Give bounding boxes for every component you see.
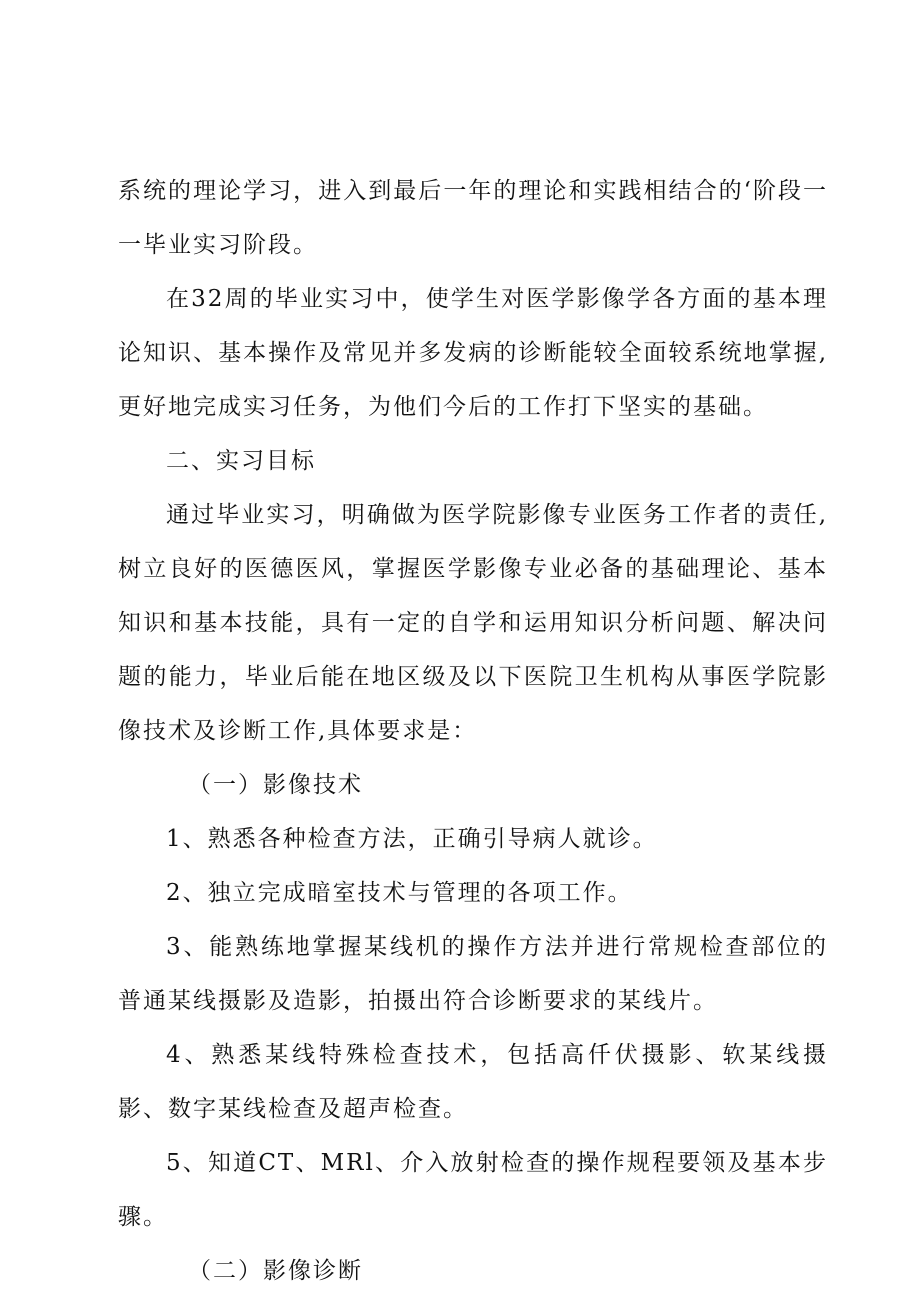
list-item-3: 3、能熟练地掌握某线机的操作方法并进行常规检查部位的普通某线摄影及造影，拍摄出符合诊断要求的某线片。 <box>118 934 828 1014</box>
list-item-1: 1、熟悉各种检查方法，正确引导病人就诊。 <box>166 826 658 852</box>
paragraph-internship-overview: 在32周的毕业实习中，使学生对医学影像学各方面的基本理论知识、基本操作及常见并多发病的诊断能较全面较系统地掌握,更好地完成实习任务，为他们今后的工作打下坚实的基础。 <box>118 286 828 420</box>
list-item-4: 4、熟悉某线特殊检查技术，包括高仟伏摄影、软某线摄影、数字某线检查及超声检查。 <box>118 1042 828 1122</box>
subheading-imaging-technology: （一）影像技术 <box>188 772 363 798</box>
paragraph-internship-goals: 通过毕业实习，明确做为医学院影像专业医务工作者的责任,树立良好的医德医风，掌握医学影像专业必备的基础理论、基本知识和基本技能，具有一定的自学和运用知识分析问题、解决问题的能力，毕业后能在地区级及以下医院卫生机构从事医学院影像技术及诊断工作,具体要求是： <box>118 502 828 744</box>
list-item-5: 5、知道CT、MRl、介入放射检查的操作规程要领及基本步骤。 <box>118 1150 828 1230</box>
document-body <box>118 164 828 1298</box>
paragraph-continuation: 系统的理论学习，进入到最后一年的理论和实践相结合的‘阶段一一毕业实习阶段。 <box>118 178 828 258</box>
subheading-imaging-diagnosis: （二）影像诊断 <box>188 1258 363 1284</box>
section-heading-internship-goals: 二、实习目标 <box>166 448 316 474</box>
list-item-2: 2、独立完成暗室技术与管理的各项工作。 <box>166 880 633 906</box>
